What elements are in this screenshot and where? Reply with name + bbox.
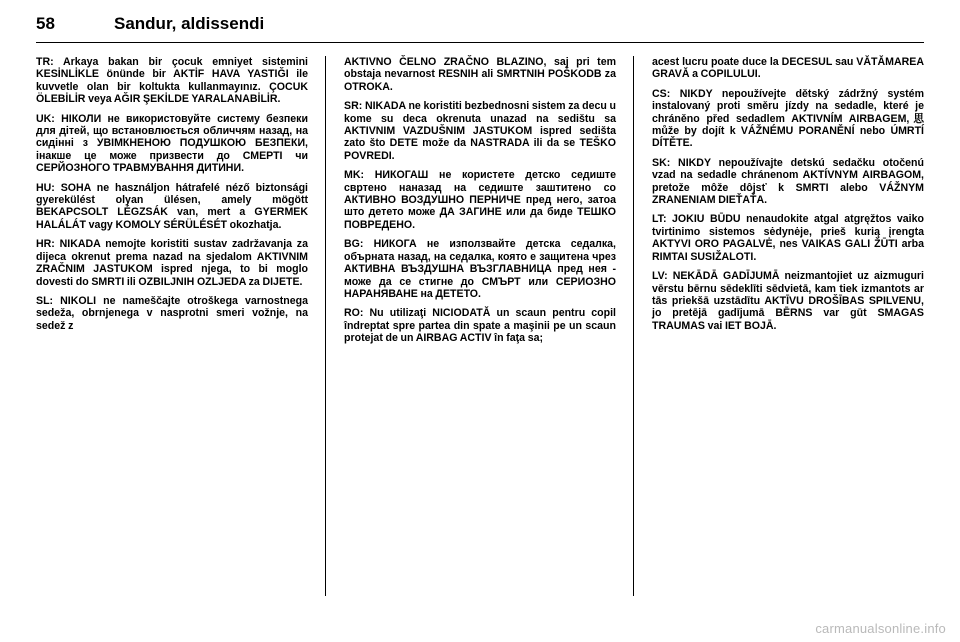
watermark-footer: carmanualsonline.info	[815, 621, 946, 636]
paragraph: UK: НІКОЛИ не використовуйте систему безпеки для дітей, що встановлюється обличчям назад, на сидінні з УВІМКНЕНОЮ ПОДУШКОЮ БЕЗПЕКИ, інакше це може призвести до СМЕРТІ чи СЕРЙОЗНОГО ТРАВМУВАННЯ ДИТИНИ.	[36, 112, 308, 175]
paragraph: CS: NIKDY nepoužívejte dětský zádržný systém instalovaný proti směru jízdy na sedadle, které je chráněno před sedadlem AKTIVNÍM AIRBAGEM,思může by dojít k VÁŽNÉMU PORANĚNÍ nebo ÚMRTÍ DÍTĚTE.	[652, 87, 924, 150]
page-number: 58	[36, 14, 55, 33]
paragraph: BG: НИКОГА не използвайте детска седалка, обърната назад, на седалка, която е защитена чрез АКТИВНА ВЪЗДУШНА ВЪЗГЛАВНИЦА пред нея - може да се стигне до СМЪРТ или СЕРИОЗНО НАРАНЯВАНЕ на ДЕТЕТО.	[344, 238, 616, 300]
paragraph: MK: НИКОГАШ не користете детско седиште свртено наназад на седиште заштитено со АКТИВНО ВОЗДУШНО ПЕРНИЧЕ пред него, затоа што детето може ДА ЗАГИНЕ или да биде ТЕШКО ПОВРЕДЕНО.	[344, 169, 616, 231]
column-3	[652, 56, 924, 596]
column-divider	[308, 56, 344, 596]
paragraph: acest lucru poate duce la DECESUL sau VĂTĂMAREA GRAVĂ a COPILULUI.	[652, 56, 924, 81]
page-title: Sandur, aldissendi	[114, 14, 265, 33]
paragraph: LT: JOKIU BŪDU nenaudokite atgal atgręžtos vaiko tvirtinimo sistemos sėdynėje, prieš kurią įrengta AKTYVI ORO PAGALVĖ, nes VAIKAS GALI ŽŪTI arba RIMTAI SUSIŽALOTI.	[652, 213, 924, 263]
column-divider	[616, 56, 652, 596]
header-divider	[36, 42, 924, 43]
page-header	[36, 14, 924, 44]
column-1	[36, 56, 308, 596]
paragraph: AKTIVNO ČELNO ZRAČNO BLAZINO, saj pri tem obstaja nevarnost RESNIH ali SMRTNIH POŠKODB za OTROKA.	[344, 56, 616, 93]
paragraph: SK: NIKDY nepoužívajte detskú sedačku otočenú vzad na sedadle chránenom AKTÍVNYM AIRBAGOM, pretože môže dôjsť k SMRTI alebo VÁŽNYM ZRANENIAM DIEŤAŤA.	[652, 156, 924, 207]
column-2	[344, 56, 616, 596]
paragraph: TR: Arkaya bakan bir çocuk emniyet sistemini KESİNLİKLE önünde bir AKTİF HAVA YASTIĞI ile kuvvetle olan bir koltukta kullanmayınız. ÇOCUK ÖLEBİLİR veya AĞIR ŞEKİLDE YARALANABİLİR.	[36, 56, 308, 106]
paragraph: HU: SOHA ne használjon hátrafelé néző biztonsági gyerekülést olyan ülésen, amely mögött BEKAPCSOLT LÉGZSÁK van, mert a GYERMEK HALÁLÁT vagy KOMOLY SÉRÜLÉSÉT okozhatja.	[36, 181, 308, 231]
paragraph: LV: NEKĀDĀ GADĪJUMĀ neizmantojiet uz aizmuguri vērstu bērnu sēdeklīti sēdvietā, kam tiek izmantots ar tās priekšā uzstādītu AKTĪVU DROŠĪBAS SPILVENU, jo pretējā gadījumā BĒRNS var gūt SMAGAS TRAUMAS vai IET BOJĀ.	[652, 270, 924, 332]
paragraph: RO: Nu utilizaţi NICIODATĂ un scaun pentru copil îndreptat spre partea din spate a maşinii pe un scaun protejat de un AIRBAG ACTIV în faţa sa;	[344, 307, 616, 345]
paragraph: SL: NIKOLI ne nameščajte otroškega varnostnega sedeža, obrnjenega v nasprotni smeri vožnje, na sedež z	[36, 294, 308, 332]
paragraph: SR: NIKADA ne koristiti bezbednosni sistem za decu u kome su deca okrenuta unazad na sedištu sa AKTIVNIM VAZDUŠNIM JASTUKOM ispred sedišta zato što DETE može da NASTRADA ili da se TEŠKO POVREDI.	[344, 100, 616, 162]
paragraph: HR: NIKADA nemojte koristiti sustav zadržavanja za dijeca okrenut prema nazad na sjedalom AKTIVNIM ZRAČNIM JASTUKOM ispred njega, to bi moglo dovesti do SMRTI ili OZBILJNIH OZLJEDA za DIJETE.	[36, 238, 308, 288]
content-columns	[36, 56, 924, 596]
